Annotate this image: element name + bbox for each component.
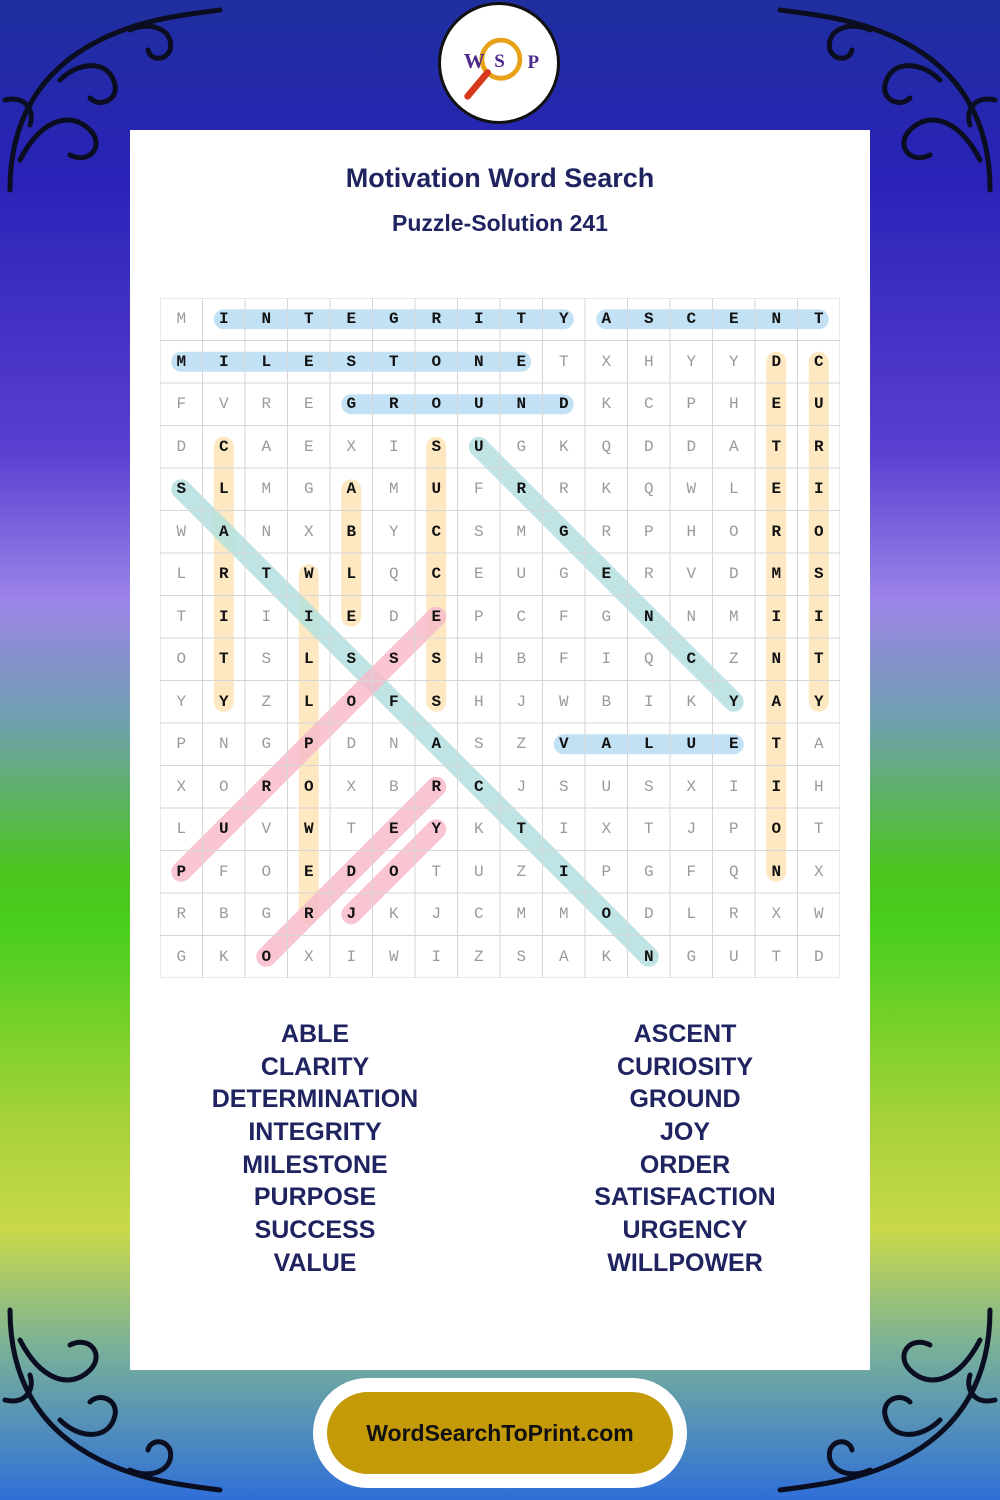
grid-cell[interactable]: T [516, 310, 527, 329]
grid-cell[interactable]: O [771, 820, 782, 839]
grid-cell[interactable]: I [388, 437, 399, 456]
grid-cell[interactable]: H [686, 522, 697, 541]
grid-cell[interactable]: L [176, 565, 187, 584]
word-list-item: ORDER [639, 1150, 731, 1179]
grid-cell[interactable]: M [388, 480, 399, 499]
grid-cell[interactable]: U [473, 862, 484, 881]
grid-cell[interactable]: X [601, 352, 612, 371]
grid-cell[interactable]: W [303, 565, 314, 584]
grid-cell[interactable]: R [303, 905, 314, 924]
grid-cell[interactable]: M [261, 480, 272, 499]
grid-cell[interactable]: I [601, 650, 612, 669]
grid-cell[interactable]: X [303, 522, 314, 541]
grid-cell[interactable]: R [261, 395, 272, 414]
grid-cell[interactable]: T [558, 352, 569, 371]
grid-cell[interactable]: O [431, 352, 442, 371]
grid-cell[interactable]: P [643, 522, 654, 541]
word-list-item: SUCCESS [254, 1216, 376, 1245]
grid-cell[interactable]: R [388, 395, 399, 414]
grid-cell[interactable]: E [771, 395, 782, 414]
grid-cell[interactable]: S [643, 777, 654, 796]
grid-cell[interactable]: G [346, 395, 357, 414]
grid-cell[interactable]: M [516, 905, 527, 924]
grid-cell[interactable]: Y [388, 522, 399, 541]
grid-cell[interactable]: S [473, 522, 484, 541]
grid-cell[interactable]: T [176, 607, 187, 626]
grid-cell[interactable]: H [728, 395, 739, 414]
grid-cell[interactable]: I [218, 607, 229, 626]
grid-cell[interactable]: Z [728, 650, 739, 669]
grid-cell[interactable]: U [431, 480, 442, 499]
word-search-grid [160, 298, 840, 978]
grid-cell[interactable]: X [601, 820, 612, 839]
grid-cell[interactable]: I [771, 607, 782, 626]
grid-cell[interactable]: K [218, 947, 229, 966]
grid-cell[interactable]: E [303, 437, 314, 456]
grid-cell[interactable]: K [601, 947, 612, 966]
grid-cell[interactable]: T [431, 862, 442, 881]
grid-cell[interactable]: C [686, 650, 697, 669]
grid-cell[interactable]: I [473, 310, 484, 329]
grid-cell[interactable]: C [431, 565, 442, 584]
grid-cell[interactable]: L [728, 480, 739, 499]
grid-cell[interactable]: L [346, 565, 357, 584]
grid-cell[interactable]: F [686, 862, 697, 881]
grid-cell[interactable]: U [473, 437, 484, 456]
grid-cell[interactable]: O [431, 395, 442, 414]
grid-cell[interactable]: Y [728, 352, 739, 371]
grid-cell[interactable]: A [261, 437, 272, 456]
word-list-left [130, 1018, 500, 1280]
grid-cell[interactable]: T [218, 650, 229, 669]
word-list-item: VALUE [273, 1248, 357, 1277]
website-link-button[interactable]: WordSearchToPrint.com [323, 1388, 677, 1478]
grid-cell[interactable]: M [176, 352, 187, 371]
grid-cell[interactable]: M [176, 310, 187, 329]
grid-cell[interactable]: P [728, 820, 739, 839]
grid-cell[interactable]: D [643, 437, 654, 456]
grid-cell[interactable]: R [728, 905, 739, 924]
logo-letter-w: W [463, 48, 485, 73]
grid-cell[interactable]: L [643, 735, 654, 754]
grid-cell[interactable]: Y [558, 310, 569, 329]
grid-cell[interactable]: O [261, 947, 272, 966]
grid-cell[interactable]: H [643, 352, 654, 371]
grid-cell[interactable]: C [431, 522, 442, 541]
word-list-item: ASCENT [633, 1020, 737, 1048]
grid-cell[interactable]: G [261, 735, 272, 754]
word-list-item: PURPOSE [253, 1183, 377, 1212]
grid-cell[interactable]: C [473, 905, 484, 924]
grid-cell[interactable]: E [303, 352, 314, 371]
grid-cell[interactable]: I [218, 352, 229, 371]
grid-cell[interactable]: K [601, 395, 612, 414]
grid-cell[interactable]: D [771, 352, 782, 371]
grid-cell[interactable]: G [516, 437, 527, 456]
grid-cell[interactable]: Y [218, 692, 229, 711]
grid-cell[interactable]: H [813, 777, 824, 796]
grid-cell[interactable]: T [771, 437, 782, 456]
grid-cell[interactable]: K [601, 480, 612, 499]
word-list-item: ABLE [280, 1020, 350, 1048]
grid-cell[interactable]: Y [176, 692, 187, 711]
grid-cell[interactable]: C [473, 777, 484, 796]
grid-cell[interactable]: E [346, 607, 357, 626]
grid-cell[interactable]: X [303, 947, 314, 966]
grid-cell[interactable]: Q [388, 565, 399, 584]
grid-cell[interactable]: C [516, 607, 527, 626]
word-list-item: MILESTONE [242, 1150, 388, 1179]
grid-cell[interactable]: D [686, 437, 697, 456]
grid-cell[interactable]: U [686, 735, 697, 754]
grid-cell[interactable]: T [303, 310, 314, 329]
grid-cell[interactable]: W [176, 522, 187, 541]
grid-cell[interactable]: T [813, 310, 824, 329]
word-list-item: CURIOSITY [616, 1052, 754, 1081]
grid-cell[interactable]: N [261, 522, 272, 541]
grid-cell[interactable]: D [388, 607, 399, 626]
grid-cell[interactable]: T [516, 820, 527, 839]
grid-cell[interactable]: B [346, 522, 357, 541]
grid-cell[interactable]: B [388, 777, 399, 796]
page-title: Motivation Word Search [345, 163, 655, 193]
grid-cell[interactable]: X [346, 777, 357, 796]
grid-cell[interactable]: S [388, 650, 399, 669]
word-list-item: JOY [659, 1118, 711, 1147]
grid-cell[interactable]: F [558, 650, 569, 669]
grid-cell[interactable]: R [431, 310, 442, 329]
grid-cell[interactable]: M [516, 522, 527, 541]
grid-cell[interactable]: L [176, 820, 187, 839]
grid-cell[interactable]: B [601, 692, 612, 711]
grid-cell[interactable]: N [261, 310, 272, 329]
grid-cell[interactable]: R [431, 777, 442, 796]
grid-cell[interactable]: E [346, 310, 357, 329]
grid-cell[interactable]: W [388, 947, 399, 966]
grid-cell[interactable]: I [643, 692, 654, 711]
grid-cell[interactable]: U [218, 820, 229, 839]
grid-cell[interactable]: I [261, 607, 272, 626]
grid-cell[interactable]: F [558, 607, 569, 626]
grid-cell[interactable]: R [601, 522, 612, 541]
grid-cell[interactable]: W [686, 480, 697, 499]
grid-cell[interactable]: L [303, 650, 314, 669]
grid-cell[interactable]: R [218, 565, 229, 584]
grid-cell[interactable]: G [558, 522, 569, 541]
grid-cell[interactable]: G [601, 607, 612, 626]
logo-letter-s: S [494, 50, 505, 72]
grid-cell[interactable]: O [218, 777, 229, 796]
grid-cell[interactable]: H [473, 692, 484, 711]
grid-cell[interactable]: Y [728, 692, 739, 711]
grid-cell[interactable]: E [388, 820, 399, 839]
grid-cell[interactable]: Z [516, 735, 527, 754]
grid-cell[interactable]: S [558, 777, 569, 796]
grid-cell[interactable]: S [346, 352, 357, 371]
grid-cell[interactable]: X [686, 777, 697, 796]
word-list-item: GROUND [629, 1085, 741, 1114]
grid-cell[interactable]: X [771, 905, 782, 924]
grid-cell[interactable]: A [813, 735, 824, 754]
grid-cell[interactable]: A [558, 947, 569, 966]
grid-cell[interactable]: E [431, 607, 442, 626]
grid-cell[interactable]: O [728, 522, 739, 541]
grid-cell[interactable]: T [346, 820, 357, 839]
grid-cell[interactable]: E [771, 480, 782, 499]
grid-cell[interactable]: T [813, 820, 824, 839]
grid-cell[interactable]: R [813, 437, 824, 456]
grid-cell[interactable]: O [601, 905, 612, 924]
grid-cell[interactable]: A [601, 310, 612, 329]
grid-cell[interactable]: A [771, 692, 782, 711]
grid-cell[interactable]: K [558, 437, 569, 456]
grid-cell[interactable]: D [558, 395, 569, 414]
grid-cell[interactable]: I [558, 820, 569, 839]
grid-cell[interactable]: S [176, 480, 187, 499]
grid-cell[interactable]: F [176, 395, 187, 414]
grid-cell[interactable]: S [643, 310, 654, 329]
grid-cell[interactable]: E [516, 352, 527, 371]
grid-cell[interactable]: O [176, 650, 187, 669]
grid-cell[interactable]: I [218, 310, 229, 329]
grid-cell[interactable]: D [346, 735, 357, 754]
grid-cell[interactable]: A [728, 437, 739, 456]
grid-cell[interactable]: F [388, 692, 399, 711]
grid-cell[interactable]: T [261, 565, 272, 584]
grid-cell[interactable]: C [218, 437, 229, 456]
grid-cell[interactable]: Y [686, 352, 697, 371]
grid-cell[interactable]: S [431, 692, 442, 711]
grid-cell[interactable]: A [431, 735, 442, 754]
grid-cell[interactable]: N [771, 862, 782, 881]
grid-cell[interactable]: Z [261, 692, 272, 711]
grid-cell[interactable]: E [728, 310, 739, 329]
grid-cell[interactable]: G [643, 862, 654, 881]
grid-cell[interactable]: N [643, 947, 654, 966]
grid-cell[interactable]: N [388, 735, 399, 754]
grid-cell[interactable]: Y [431, 820, 442, 839]
grid-cell[interactable]: P [303, 735, 314, 754]
grid-cell[interactable]: S [813, 565, 824, 584]
grid-cell[interactable]: S [431, 437, 442, 456]
grid-cell[interactable]: J [516, 777, 527, 796]
grid-cell[interactable]: T [813, 650, 824, 669]
word-list-item: URGENCY [622, 1216, 748, 1245]
grid-cell[interactable]: I [813, 480, 824, 499]
grid-cell[interactable]: E [601, 565, 612, 584]
grid-cell[interactable]: T [771, 735, 782, 754]
grid-cell[interactable]: C [686, 310, 697, 329]
grid-cell[interactable]: T [388, 352, 399, 371]
grid-cell[interactable]: P [176, 735, 187, 754]
grid-cell[interactable]: L [261, 352, 272, 371]
grid-cell[interactable]: I [728, 777, 739, 796]
word-list-item: INTEGRITY [248, 1118, 382, 1147]
grid-cell[interactable]: X [346, 437, 357, 456]
grid-cell[interactable]: J [516, 692, 527, 711]
grid-cell[interactable]: G [388, 310, 399, 329]
grid-cell[interactable]: C [813, 352, 824, 371]
grid-cell[interactable]: Z [516, 862, 527, 881]
wsp-logo[interactable] [438, 2, 560, 124]
grid-cell[interactable]: N [218, 735, 229, 754]
grid-cell[interactable]: I [813, 607, 824, 626]
grid-cell[interactable]: R [516, 480, 527, 499]
grid-cell[interactable]: I [771, 777, 782, 796]
puzzle-card [130, 130, 870, 1370]
grid-cell[interactable]: F [218, 862, 229, 881]
grid-cell[interactable]: N [516, 395, 527, 414]
grid-cell[interactable]: G [176, 947, 187, 966]
grid-cell[interactable]: P [473, 607, 484, 626]
grid-cell[interactable]: V [218, 395, 229, 414]
grid-cell[interactable]: V [686, 565, 697, 584]
grid-cell[interactable]: G [303, 480, 314, 499]
grid-cell[interactable]: Q [643, 480, 654, 499]
grid-cell[interactable]: R [771, 522, 782, 541]
grid-cell[interactable]: Y [813, 692, 824, 711]
grid-cell[interactable]: U [516, 565, 527, 584]
grid-cell[interactable]: X [176, 777, 187, 796]
grid-cell[interactable]: R [558, 480, 569, 499]
grid-cell[interactable]: F [473, 480, 484, 499]
grid-cell[interactable]: E [303, 395, 314, 414]
grid-cell[interactable]: O [346, 692, 357, 711]
grid-cell[interactable]: J [686, 820, 697, 839]
grid-cell[interactable]: O [388, 862, 399, 881]
grid-cell[interactable]: L [218, 480, 229, 499]
grid-cell[interactable]: E [303, 862, 314, 881]
grid-cell[interactable]: D [346, 862, 357, 881]
grid-cell[interactable]: W [558, 692, 569, 711]
grid-cell[interactable]: C [643, 395, 654, 414]
grid-cell[interactable]: I [346, 947, 357, 966]
word-list-item: WILLPOWER [607, 1248, 763, 1277]
grid-cell[interactable]: L [686, 905, 697, 924]
grid-cell[interactable]: R [643, 565, 654, 584]
grid-cell[interactable]: Q [643, 650, 654, 669]
grid-cell[interactable]: N [686, 607, 697, 626]
grid-cell[interactable]: S [473, 735, 484, 754]
grid-cell[interactable]: V [261, 820, 272, 839]
grid-cell[interactable]: H [473, 650, 484, 669]
grid-cell[interactable]: R [176, 905, 187, 924]
grid-cell[interactable]: Q [601, 437, 612, 456]
grid-cell[interactable]: V [558, 735, 569, 754]
grid-cell[interactable]: K [473, 820, 484, 839]
grid-cell[interactable]: I [558, 862, 569, 881]
grid-cell[interactable]: D [728, 565, 739, 584]
grid-cell[interactable]: L [303, 692, 314, 711]
grid-cell[interactable]: B [218, 905, 229, 924]
grid-cell[interactable]: P [176, 862, 187, 881]
grid-cell[interactable]: D [176, 437, 187, 456]
grid-cell[interactable]: M [771, 565, 782, 584]
grid-cell[interactable]: U [601, 777, 612, 796]
word-list-item: SATISFACTION [594, 1183, 776, 1212]
grid-cell[interactable]: I [431, 947, 442, 966]
grid-cell[interactable]: W [813, 905, 824, 924]
grid-cell[interactable]: O [813, 522, 824, 541]
grid-cell[interactable]: R [261, 777, 272, 796]
grid-cell[interactable]: N [473, 352, 484, 371]
grid-cell[interactable]: P [686, 395, 697, 414]
grid-cell[interactable]: U [813, 395, 824, 414]
page-subtitle: Puzzle-Solution 241 [392, 210, 608, 236]
word-list-right [500, 1018, 870, 1280]
grid-cell[interactable]: G [261, 905, 272, 924]
grid-cell[interactable]: T [771, 947, 782, 966]
grid-cell[interactable]: U [728, 947, 739, 966]
grid-cell[interactable]: E [473, 565, 484, 584]
grid-cell[interactable]: K [388, 905, 399, 924]
word-list-item: CLARITY [260, 1052, 370, 1081]
grid-cell[interactable]: S [431, 650, 442, 669]
grid-cell[interactable]: E [728, 735, 739, 754]
grid-cell[interactable]: J [431, 905, 442, 924]
grid-cell[interactable]: G [686, 947, 697, 966]
grid-cell[interactable]: W [303, 820, 314, 839]
grid-cell[interactable]: D [643, 905, 654, 924]
grid-cell[interactable]: Z [473, 947, 484, 966]
grid-cell[interactable]: M [558, 905, 569, 924]
grid-cell[interactable]: J [346, 905, 357, 924]
grid-cell[interactable]: K [686, 692, 697, 711]
grid-cell[interactable]: M [728, 607, 739, 626]
logo-letter-p: P [527, 51, 540, 73]
grid-cell[interactable]: X [813, 862, 824, 881]
grid-cell[interactable]: B [516, 650, 527, 669]
grid-cell[interactable]: O [261, 862, 272, 881]
grid-cell[interactable]: N [771, 310, 782, 329]
grid-cell[interactable]: A [601, 735, 612, 754]
grid-cell[interactable]: Q [728, 862, 739, 881]
grid-cell[interactable]: P [601, 862, 612, 881]
grid-cell[interactable]: S [261, 650, 272, 669]
grid-cell[interactable]: U [473, 395, 484, 414]
grid-cell[interactable]: S [516, 947, 527, 966]
grid-cell[interactable]: A [218, 522, 229, 541]
word-list-item: DETERMINATION [211, 1085, 419, 1114]
grid-cell[interactable]: N [771, 650, 782, 669]
grid-cell[interactable]: A [346, 480, 357, 499]
grid-cell[interactable]: G [558, 565, 569, 584]
grid-cell[interactable]: O [303, 777, 314, 796]
grid-cell[interactable]: S [346, 650, 357, 669]
grid-cell[interactable]: T [643, 820, 654, 839]
grid-cell[interactable]: I [303, 607, 314, 626]
grid-cell[interactable]: N [643, 607, 654, 626]
grid-cell[interactable]: D [813, 947, 824, 966]
